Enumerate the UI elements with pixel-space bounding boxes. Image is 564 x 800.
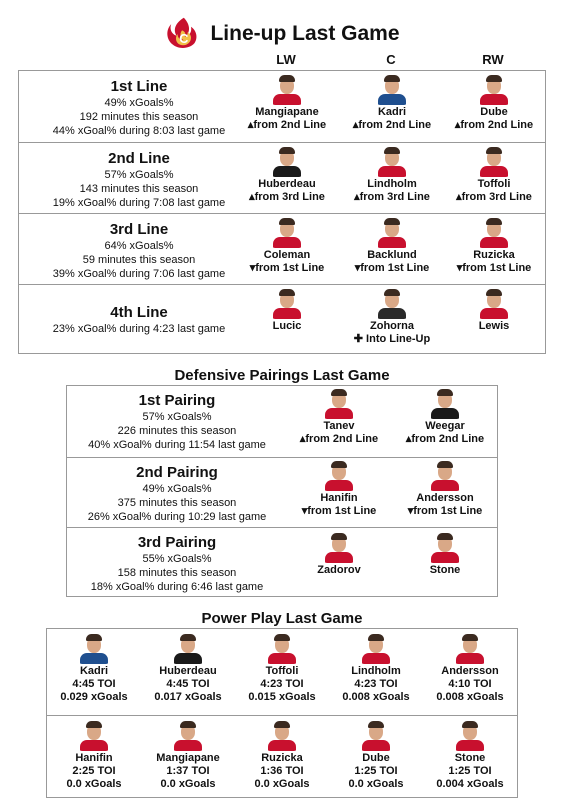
player-card (289, 533, 389, 577)
player-name: Lewis (478, 320, 510, 332)
pairing-stat: 18% xGoal% during 6:46 last game (90, 581, 264, 593)
player-name: Mangiapane (156, 752, 220, 764)
player-change: ▴from 3rd Line (354, 191, 430, 203)
player-toi: 1:25 TOI (354, 765, 398, 777)
pairing-stat: 57% xGoals% (142, 411, 212, 423)
player-photo (272, 289, 302, 319)
player-toi: 4:23 TOI (354, 678, 398, 690)
player-photo (455, 634, 485, 664)
player-card (444, 289, 544, 333)
defense-table (66, 385, 498, 597)
player-name: Andersson (416, 492, 474, 504)
player-card (342, 75, 442, 132)
player-name: Toffoli (265, 665, 299, 677)
player-card (237, 218, 337, 275)
pairing-row (67, 527, 497, 596)
player-toi: 4:23 TOI (260, 678, 304, 690)
power-play-table (46, 628, 518, 798)
player-name: Andersson (441, 665, 499, 677)
player-photo (173, 721, 203, 751)
pairing-info (67, 463, 287, 524)
player-xgoals: 0.0 xGoals (160, 778, 216, 790)
player-name: Hanifin (320, 492, 358, 504)
pp-player (42, 634, 146, 704)
player-photo (377, 218, 407, 248)
player-change: ▴from 3rd Line (456, 191, 532, 203)
pairing-name: 3rd Pairing (137, 534, 217, 551)
pp-player (418, 634, 522, 704)
player-photo (430, 461, 460, 491)
player-toi: 1:37 TOI (166, 765, 210, 777)
column-rw: RW (482, 52, 504, 67)
pp-row (47, 629, 517, 715)
player-name: Hanifin (75, 752, 113, 764)
player-photo (272, 218, 302, 248)
player-photo (79, 721, 109, 751)
pairing-stat: 55% xGoals% (142, 553, 212, 565)
player-change: ▴from 2nd Line (405, 433, 485, 445)
pp-player (324, 634, 428, 704)
player-card (395, 461, 495, 518)
pairing-row (67, 457, 497, 527)
player-photo (324, 533, 354, 563)
line-row (19, 142, 545, 213)
forward-lines-table (18, 70, 546, 354)
power-play-title: Power Play Last Game (201, 610, 363, 627)
column-headers (18, 52, 546, 70)
player-toi: 4:45 TOI (72, 678, 116, 690)
player-name: Zadorov (317, 564, 361, 576)
player-name: Stone (454, 752, 486, 764)
line-row (19, 284, 545, 353)
player-name: Stone (429, 564, 461, 576)
player-photo (430, 389, 460, 419)
line-stat: 192 minutes this season (79, 111, 199, 123)
pairing-name: 1st Pairing (138, 392, 216, 409)
player-photo (377, 289, 407, 319)
player-xgoals: 0.0 xGoals (66, 778, 122, 790)
player-change: ▾from 1st Line (249, 262, 325, 274)
pairing-name: 2nd Pairing (136, 464, 218, 481)
player-toi: 2:25 TOI (72, 765, 116, 777)
player-photo (272, 147, 302, 177)
player-photo (324, 389, 354, 419)
line-info (19, 303, 259, 336)
pp-player (230, 721, 334, 791)
player-change: ▴from 2nd Line (352, 119, 432, 131)
player-xgoals: 0.015 xGoals (248, 691, 316, 703)
player-name: Lucic (272, 320, 302, 332)
player-xgoals: 0.004 xGoals (436, 778, 504, 790)
player-name: Ruzicka (261, 752, 303, 764)
pp-player (324, 721, 428, 791)
line-stat: 57% xGoals% (104, 169, 174, 181)
page-title: Line-up Last Game (210, 22, 400, 45)
line-stat: 59 minutes this season (82, 254, 196, 266)
player-name: Huberdeau (159, 665, 217, 677)
player-card (444, 218, 544, 275)
player-change: ▾from 1st Line (354, 262, 430, 274)
player-photo (173, 634, 203, 664)
player-photo (324, 461, 354, 491)
line-name: 4th Line (110, 304, 168, 321)
player-toi: 4:10 TOI (448, 678, 492, 690)
player-xgoals: 0.017 xGoals (154, 691, 222, 703)
player-photo (79, 634, 109, 664)
player-card (237, 289, 337, 333)
pp-player (136, 721, 240, 791)
line-row (19, 71, 545, 142)
pairing-row (67, 386, 497, 457)
player-card (342, 147, 442, 204)
player-photo (430, 533, 460, 563)
player-card (395, 533, 495, 577)
pp-player (42, 721, 146, 791)
player-photo (361, 721, 391, 751)
player-change: ✚ Into Line-Up (353, 333, 431, 345)
player-toi: 1:25 TOI (448, 765, 492, 777)
player-name: Coleman (263, 249, 311, 261)
player-change: ▾from 1st Line (301, 505, 377, 517)
player-card (342, 289, 442, 346)
player-photo (272, 75, 302, 105)
pairing-stat: 375 minutes this season (117, 497, 237, 509)
pp-player (136, 634, 240, 704)
line-info (19, 77, 259, 138)
player-change: ▾from 1st Line (407, 505, 483, 517)
player-name: Toffoli (477, 178, 511, 190)
line-name: 1st Line (110, 78, 168, 95)
pairing-stat: 40% xGoal% during 11:54 last game (88, 439, 266, 451)
player-change: ▴from 2nd Line (247, 119, 327, 131)
player-name: Tanev (323, 420, 355, 432)
pp-player (418, 721, 522, 791)
line-name: 2nd Line (108, 150, 170, 167)
player-photo (267, 721, 297, 751)
player-xgoals: 0.008 xGoals (436, 691, 504, 703)
player-toi: 4:45 TOI (166, 678, 210, 690)
player-card (395, 389, 495, 446)
line-info (19, 149, 259, 210)
line-stat: 143 minutes this season (79, 183, 199, 195)
svg-text:C: C (179, 32, 189, 46)
pairing-stat: 26% xGoal% during 10:29 last game (87, 511, 267, 523)
player-photo (377, 75, 407, 105)
player-name: Lindholm (351, 665, 401, 677)
player-photo (479, 289, 509, 319)
player-change: ▴from 3rd Line (249, 191, 325, 203)
player-change: ▾from 1st Line (456, 262, 532, 274)
pp-row (47, 715, 517, 797)
player-photo (479, 218, 509, 248)
player-name: Weegar (425, 420, 465, 432)
player-name: Zohorna (370, 320, 414, 332)
player-photo (267, 634, 297, 664)
player-name: Backlund (367, 249, 417, 261)
player-card (289, 389, 389, 446)
pairing-info (67, 533, 287, 594)
line-name: 3rd Line (109, 221, 169, 238)
line-info (19, 220, 259, 281)
player-card (342, 218, 442, 275)
line-stat: 23% xGoal% during 4:23 last game (52, 323, 226, 335)
pairing-info (67, 391, 287, 452)
line-stat: 44% xGoal% during 8:03 last game (52, 125, 226, 137)
line-stat: 39% xGoal% during 7:06 last game (52, 268, 226, 280)
column-c: C (386, 52, 396, 67)
player-photo (361, 634, 391, 664)
player-name: Dube (362, 752, 390, 764)
player-name: Ruzicka (473, 249, 515, 261)
player-toi: 1:36 TOI (260, 765, 304, 777)
player-change: ▴from 2nd Line (454, 119, 534, 131)
player-photo (455, 721, 485, 751)
player-photo (377, 147, 407, 177)
player-photo (479, 147, 509, 177)
player-name: Kadri (79, 665, 109, 677)
player-card (444, 75, 544, 132)
column-lw: LW (276, 52, 296, 67)
player-name: Mangiapane (255, 106, 319, 118)
player-name: Huberdeau (258, 178, 316, 190)
player-name: Lindholm (367, 178, 417, 190)
pairing-stat: 158 minutes this season (117, 567, 237, 579)
player-name: Kadri (377, 106, 407, 118)
player-photo (479, 75, 509, 105)
player-card (237, 147, 337, 204)
player-name: Dube (480, 106, 508, 118)
pairing-stat: 226 minutes this season (117, 425, 237, 437)
pairing-stat: 49% xGoals% (142, 483, 212, 495)
player-card (237, 75, 337, 132)
pp-player (230, 634, 334, 704)
player-xgoals: 0.029 xGoals (60, 691, 128, 703)
player-xgoals: 0.0 xGoals (254, 778, 310, 790)
line-stat: 49% xGoals% (104, 97, 174, 109)
flames-logo (164, 16, 200, 52)
defense-title: Defensive Pairings Last Game (174, 367, 390, 384)
player-card (289, 461, 389, 518)
player-change: ▴from 2nd Line (299, 433, 379, 445)
line-stat: 19% xGoal% during 7:08 last game (52, 197, 226, 209)
line-row (19, 213, 545, 284)
header (0, 14, 564, 54)
player-xgoals: 0.0 xGoals (348, 778, 404, 790)
player-card (444, 147, 544, 204)
line-stat: 64% xGoals% (104, 240, 174, 252)
player-xgoals: 0.008 xGoals (342, 691, 410, 703)
